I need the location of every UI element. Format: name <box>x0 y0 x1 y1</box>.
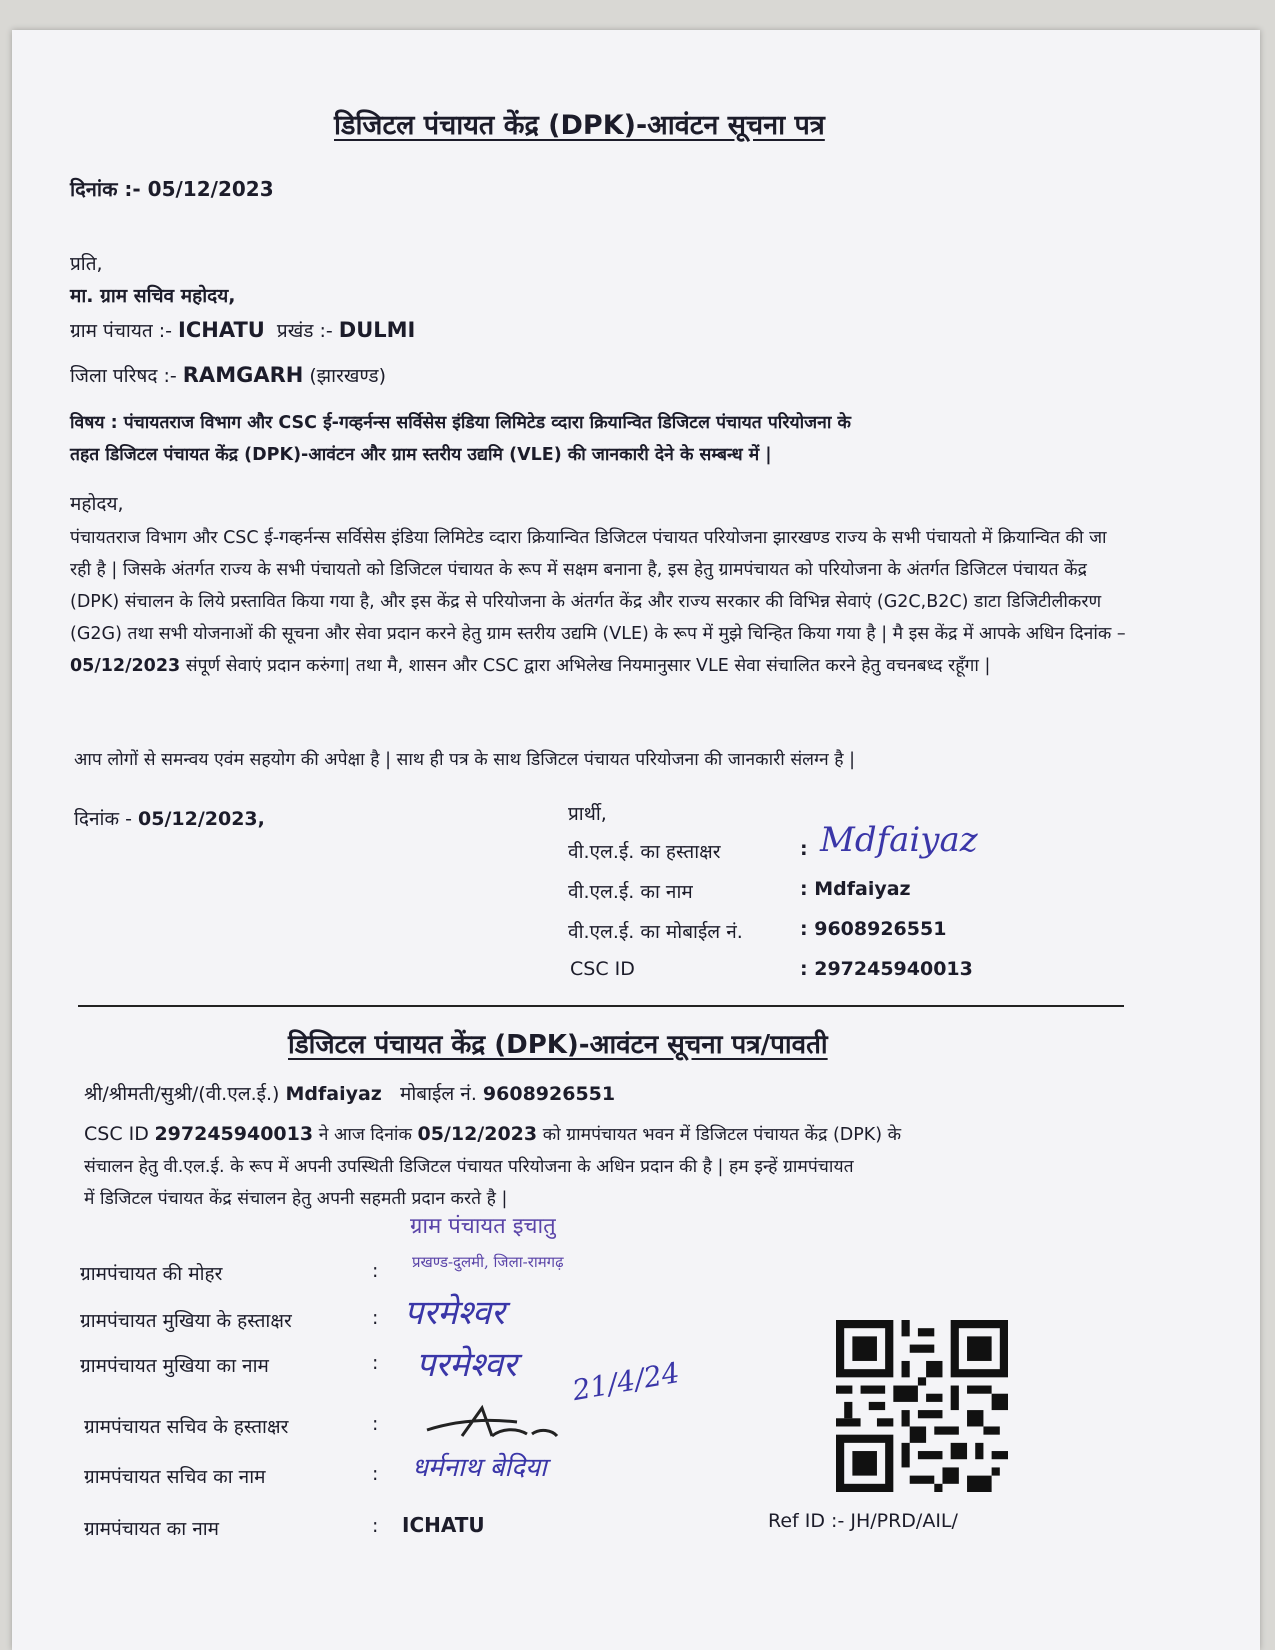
applicant-label: प्रार्थी, <box>568 803 607 825</box>
receipt-title: डिजिटल पंचायत केंद्र (DPK)-आवंटन सूचना पत्र/पावती <box>288 1030 828 1060</box>
body-date: 05/12/2023 <box>70 656 181 676</box>
handwritten-date: 21/4/24 <box>569 1355 682 1408</box>
gp-name-label: ग्रामपंचायत का नाम <box>84 1518 220 1540</box>
gp-stamp-line-1: ग्राम पंचायत इचातु <box>410 1214 556 1239</box>
mukhiya-handwritten-signature: परमेश्वर <box>404 1293 505 1333</box>
mukhiya-handwritten-name: परमेश्वर <box>416 1345 517 1385</box>
salutation: महोदय, <box>70 493 124 515</box>
receipt-mobile: 9608926551 <box>482 1083 616 1105</box>
colon: : <box>372 1413 379 1435</box>
receipt-date: 05/12/2023 <box>417 1123 538 1145</box>
sachiv-signature-scribble <box>422 1400 582 1450</box>
vle-mobile-value <box>800 918 946 940</box>
district-value: RAMGARH <box>182 363 304 387</box>
receipt-text-2: को ग्रामपंचायत भवन में डिजिटल पंचायत केंद्र (DPK) के <box>542 1125 902 1145</box>
mobile-label: मोबाईल नं. <box>399 1083 477 1105</box>
district-label: जिला परिषद :- <box>70 365 177 387</box>
mukhiya-sign-label: ग्रामपंचायत मुखिया के हस्ताक्षर <box>80 1310 292 1332</box>
vle-name-value <box>800 878 911 900</box>
mukhiya-name-label: ग्रामपंचायत मुखिया का नाम <box>80 1355 269 1377</box>
gp-stamp-line-2: प्रखण्ड-दुलमी, जिला-रामगढ़ <box>412 1253 564 1271</box>
receipt-csc-id: 297245940013 <box>154 1123 314 1145</box>
qr-code <box>836 1320 1008 1492</box>
receipt-text-1: ने आज दिनांक <box>318 1125 412 1145</box>
receipt-line-2: संचालन हेतु वी.एल.ई. के रूप में अपनी उपस्थिती डिजिटल पंचायत परियोजना के अधिन प्रदान की है | हम इन्हें ग्रामपंचायत <box>84 1157 854 1177</box>
document-page <box>12 30 1260 1650</box>
csc-id: 297245940013 <box>814 958 973 980</box>
receipt-line-3: में डिजिटल पंचायत केंद्र संचालन हेतु अपनी सहमती प्रदान करते है | <box>84 1189 508 1209</box>
block-label: प्रखंड :- <box>276 320 333 342</box>
colon: : <box>372 1352 379 1374</box>
colon: : <box>800 838 808 860</box>
name-prefix: श्री/श्रीमती/सुश्री/(वी.एल.ई.) <box>84 1083 280 1105</box>
receipt-name-line <box>84 1080 615 1106</box>
colon: : <box>800 878 808 900</box>
footer-date-label: दिनांक - <box>74 808 132 830</box>
body-text-2: संपूर्ण सेवाएं प्रदान करुंगा| तथा मै, शासन और CSC द्वारा अभिलेख नियमानुसार VLE सेवा संचालित करने हेतु वचनबध्द रहूँगा | <box>180 656 991 676</box>
vle-mobile: 9608926551 <box>814 918 947 940</box>
addressee: मा. ग्राम सचिव महोदय, <box>70 285 236 307</box>
state-label: (झारखण्ड) <box>309 365 386 387</box>
csc-id-value <box>800 958 973 980</box>
body-closing: आप लोगों से समन्वय एवंम सहयोग की अपेक्षा है | साथ ही पत्र के साथ डिजिटल पंचायत परियोजना की जानकारी संलग्न है | <box>74 750 855 770</box>
vle-sign-label: वी.एल.ई. का हस्ताक्षर <box>568 841 721 863</box>
letter-title: डिजिटल पंचायत केंद्र (DPK)-आवंटन सूचना पत्र <box>334 110 825 141</box>
sachiv-sign-label: ग्रामपंचायत सचिव के हस्ताक्षर <box>84 1416 289 1438</box>
subject-line-1: विषय : पंचायतराज विभाग और CSC ई-गव्हर्नन्स सर्विसेस इंडिया लिमिटेड व्दारा क्रियान्वित डिजिटल पंचायत परियोजना के <box>70 413 851 433</box>
ref-id: Ref ID :- JH/PRD/AIL/ <box>768 1510 958 1532</box>
receipt-line-1 <box>84 1122 901 1146</box>
gram-panchayat-line <box>70 317 415 343</box>
colon: : <box>372 1260 379 1282</box>
subject-line-2: तहत डिजिटल पंचायत केंद्र (DPK)-आवंटन और ग्राम स्तरीय उद्यमि (VLE) की जानकारी देने के सम्बन्ध में | <box>70 445 772 465</box>
footer-date <box>74 805 265 831</box>
csc-id-label: CSC ID <box>570 958 635 980</box>
vle-name-label: वी.एल.ई. का नाम <box>568 881 693 903</box>
gp-value: ICHATU <box>178 318 265 342</box>
vle-mobile-label: वी.एल.ई. का मोबाईल नं. <box>568 921 743 943</box>
gp-label: ग्राम पंचायत :- <box>70 320 172 342</box>
colon: : <box>372 1307 379 1329</box>
to-label: प्रति, <box>70 253 103 275</box>
colon: : <box>372 1463 379 1485</box>
sachiv-name-label: ग्रामपंचायत सचिव का नाम <box>84 1466 266 1488</box>
colon: : <box>800 918 808 940</box>
vle-handwritten-signature: Mdfaiyaz <box>820 820 978 860</box>
receipt-vle-name: Mdfaiyaz <box>285 1083 382 1105</box>
vle-name: Mdfaiyaz <box>814 878 911 900</box>
block-value: DULMI <box>338 318 416 342</box>
date-value: 05/12/2023 <box>147 177 274 201</box>
colon: : <box>800 958 808 980</box>
gp-seal-label: ग्रामपंचायत की मोहर <box>80 1263 223 1285</box>
date-label: दिनांक :- <box>70 177 141 201</box>
receipt-csc-label: CSC ID <box>84 1123 149 1145</box>
body-paragraph <box>70 522 1130 682</box>
colon: : <box>372 1515 379 1537</box>
sachiv-handwritten-name: धर्मनाथ बेदिया <box>412 1453 547 1483</box>
gp-name-value: ICHATU <box>402 1513 485 1537</box>
footer-date-value: 05/12/2023, <box>138 808 265 830</box>
district-line <box>70 362 386 388</box>
section-divider <box>78 1005 1124 1007</box>
letter-date <box>70 175 274 202</box>
body-text-1: पंचायतराज विभाग और CSC ई-गव्हर्नन्स सर्विसेस इंडिया लिमिटेड व्दारा क्रियान्वित डिजिटल पंचायत परियोजना झारखण्ड राज्य के सभी पंचायतो में क्रियान्वित की जा रही है | जिसके अंतर्गत राज्य के सभी पंचायतो को डिजिटल पंचायत के रूप में सक्षम बनाना है, इस हेतु ग्रामपंचायत को परियोजना के अंतर्गत डिजिटल पंचायत केंद्र (DPK) संचालन के लिये प्रस्तावित किया गया है, और इस केंद्र से परियोजना के अंतर्गत केंद्र और राज्य सरकार की विभिन्न सेवाएं (G2C,B2C) डाटा डिजिटीलीकरण (G2G) तथा सभी योजनाओं की सूचना और सेवा प्रदान करने हेतु ग्राम स्तरीय उद्यमि (VLE) के रूप में मुझे चिन्हित किया गया है | मै इस केंद्र में आपके अधिन दिनांक – <box>70 528 1126 644</box>
